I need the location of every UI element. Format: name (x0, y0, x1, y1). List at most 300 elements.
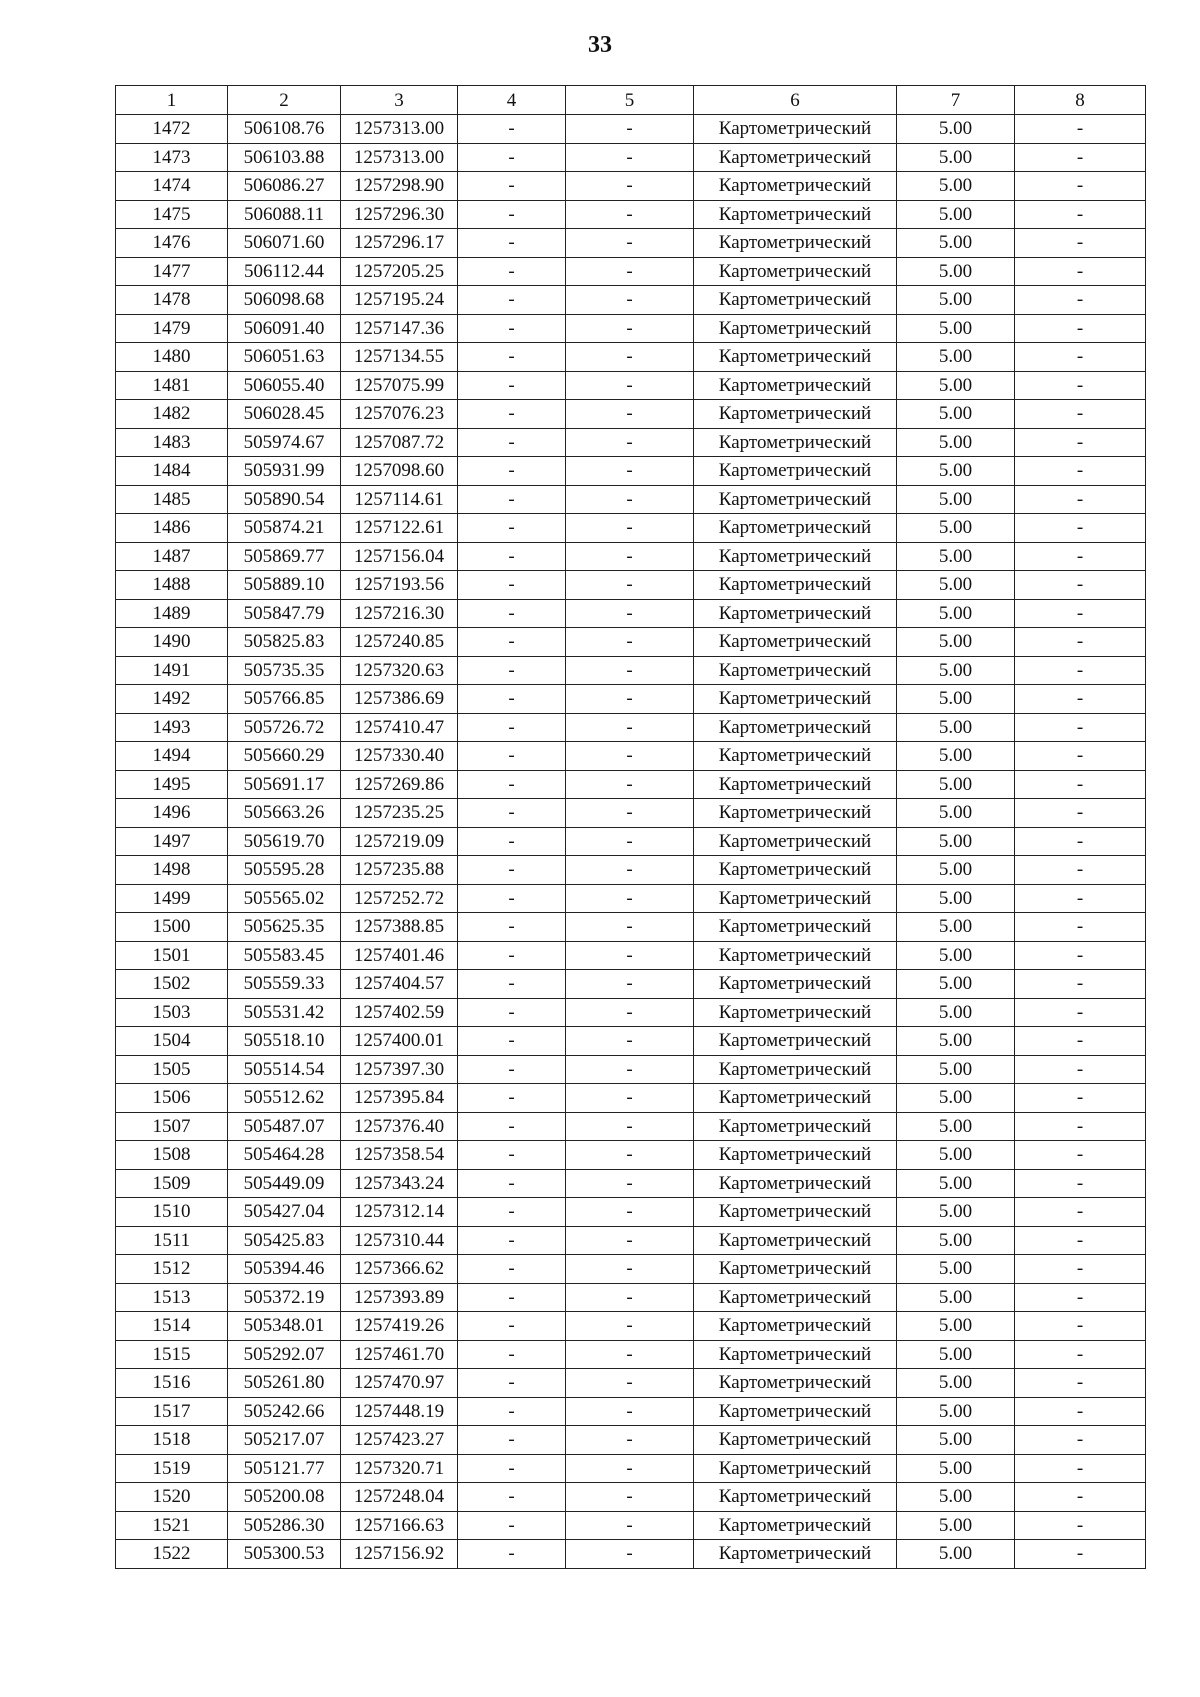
table-row (116, 770, 1146, 799)
cell-col-8: - (1015, 656, 1146, 685)
cell-coord-x: 505869.77 (228, 542, 341, 571)
cell-col-5: - (566, 1483, 694, 1512)
cell-coord-y: 1257448.19 (341, 1397, 458, 1426)
cell-col-8: - (1015, 742, 1146, 771)
cell-col-5: - (566, 799, 694, 828)
table-row (116, 1027, 1146, 1056)
cell-col-4: - (458, 1369, 566, 1398)
cell-method: Картометрический (694, 1312, 897, 1341)
cell-col-5: - (566, 343, 694, 372)
table-row (116, 571, 1146, 600)
cell-col-5: - (566, 286, 694, 315)
cell-coord-x: 505766.85 (228, 685, 341, 714)
table-row (116, 1312, 1146, 1341)
table-row (116, 1483, 1146, 1512)
cell-accuracy: 5.00 (897, 713, 1015, 742)
cell-point-number: 1501 (116, 941, 228, 970)
cell-col-5: - (566, 884, 694, 913)
cell-point-number: 1486 (116, 514, 228, 543)
table-row (116, 941, 1146, 970)
cell-col-5: - (566, 941, 694, 970)
cell-accuracy: 5.00 (897, 1084, 1015, 1113)
cell-coord-y: 1257296.30 (341, 200, 458, 229)
table-row (116, 827, 1146, 856)
cell-accuracy: 5.00 (897, 799, 1015, 828)
cell-point-number: 1487 (116, 542, 228, 571)
cell-accuracy: 5.00 (897, 1112, 1015, 1141)
cell-accuracy: 5.00 (897, 1454, 1015, 1483)
table-header-row (116, 86, 1146, 115)
cell-accuracy: 5.00 (897, 1283, 1015, 1312)
table-row (116, 628, 1146, 657)
cell-method: Картометрический (694, 827, 897, 856)
table-row (116, 1540, 1146, 1569)
cell-point-number: 1511 (116, 1226, 228, 1255)
cell-col-8: - (1015, 1198, 1146, 1227)
cell-coord-y: 1257358.54 (341, 1141, 458, 1170)
cell-coord-x: 505200.08 (228, 1483, 341, 1512)
table-row (116, 400, 1146, 429)
cell-col-4: - (458, 656, 566, 685)
cell-point-number: 1472 (116, 115, 228, 144)
cell-coord-x: 506088.11 (228, 200, 341, 229)
cell-method: Картометрический (694, 428, 897, 457)
cell-col-4: - (458, 571, 566, 600)
cell-accuracy: 5.00 (897, 628, 1015, 657)
cell-accuracy: 5.00 (897, 1340, 1015, 1369)
cell-coord-x: 505726.72 (228, 713, 341, 742)
cell-method: Картометрический (694, 229, 897, 258)
cell-method: Картометрический (694, 1511, 897, 1540)
cell-accuracy: 5.00 (897, 571, 1015, 600)
cell-coord-x: 505595.28 (228, 856, 341, 885)
cell-col-8: - (1015, 1027, 1146, 1056)
cell-col-4: - (458, 1397, 566, 1426)
cell-accuracy: 5.00 (897, 913, 1015, 942)
cell-coord-y: 1257461.70 (341, 1340, 458, 1369)
cell-coord-y: 1257320.63 (341, 656, 458, 685)
cell-point-number: 1509 (116, 1169, 228, 1198)
cell-method: Картометрический (694, 200, 897, 229)
cell-coord-x: 506071.60 (228, 229, 341, 258)
cell-coord-x: 505565.02 (228, 884, 341, 913)
cell-accuracy: 5.00 (897, 172, 1015, 201)
cell-col-4: - (458, 1169, 566, 1198)
cell-method: Картометрический (694, 1141, 897, 1170)
cell-col-5: - (566, 571, 694, 600)
cell-col-8: - (1015, 599, 1146, 628)
cell-method: Картометрический (694, 457, 897, 486)
table-row (116, 1255, 1146, 1284)
cell-accuracy: 5.00 (897, 200, 1015, 229)
cell-accuracy: 5.00 (897, 314, 1015, 343)
cell-col-4: - (458, 998, 566, 1027)
cell-accuracy: 5.00 (897, 941, 1015, 970)
column-header-8: 8 (1015, 86, 1146, 115)
cell-col-5: - (566, 1141, 694, 1170)
cell-method: Картометрический (694, 1255, 897, 1284)
cell-col-4: - (458, 884, 566, 913)
cell-col-5: - (566, 1084, 694, 1113)
cell-point-number: 1481 (116, 371, 228, 400)
cell-col-4: - (458, 941, 566, 970)
cell-col-8: - (1015, 485, 1146, 514)
cell-coord-y: 1257098.60 (341, 457, 458, 486)
cell-col-4: - (458, 428, 566, 457)
table-row (116, 314, 1146, 343)
cell-col-5: - (566, 685, 694, 714)
table-row (116, 1340, 1146, 1369)
cell-point-number: 1499 (116, 884, 228, 913)
cell-method: Картометрический (694, 713, 897, 742)
cell-col-4: - (458, 770, 566, 799)
cell-coord-x: 505394.46 (228, 1255, 341, 1284)
cell-method: Картометрический (694, 172, 897, 201)
table-row (116, 257, 1146, 286)
cell-point-number: 1507 (116, 1112, 228, 1141)
cell-method: Картометрический (694, 1055, 897, 1084)
cell-col-8: - (1015, 286, 1146, 315)
cell-coord-y: 1257330.40 (341, 742, 458, 771)
cell-coord-y: 1257219.09 (341, 827, 458, 856)
cell-point-number: 1488 (116, 571, 228, 600)
table-row (116, 998, 1146, 1027)
cell-coord-y: 1257216.30 (341, 599, 458, 628)
cell-col-5: - (566, 827, 694, 856)
cell-col-5: - (566, 1169, 694, 1198)
cell-coord-y: 1257114.61 (341, 485, 458, 514)
cell-method: Картометрический (694, 571, 897, 600)
table-row (116, 286, 1146, 315)
cell-col-5: - (566, 770, 694, 799)
cell-method: Картометрический (694, 371, 897, 400)
cell-col-5: - (566, 485, 694, 514)
cell-col-5: - (566, 1397, 694, 1426)
cell-method: Картометрический (694, 1169, 897, 1198)
cell-point-number: 1513 (116, 1283, 228, 1312)
cell-col-8: - (1015, 856, 1146, 885)
cell-accuracy: 5.00 (897, 742, 1015, 771)
cell-point-number: 1519 (116, 1454, 228, 1483)
cell-col-5: - (566, 1312, 694, 1341)
cell-col-5: - (566, 1340, 694, 1369)
table-row (116, 799, 1146, 828)
cell-col-5: - (566, 257, 694, 286)
table-row (116, 1226, 1146, 1255)
cell-point-number: 1477 (116, 257, 228, 286)
table-row (116, 143, 1146, 172)
cell-col-8: - (1015, 1112, 1146, 1141)
cell-method: Картометрический (694, 485, 897, 514)
cell-point-number: 1502 (116, 970, 228, 999)
cell-coord-x: 506098.68 (228, 286, 341, 315)
cell-col-8: - (1015, 1397, 1146, 1426)
cell-col-5: - (566, 514, 694, 543)
cell-col-4: - (458, 1454, 566, 1483)
cell-col-5: - (566, 1369, 694, 1398)
cell-point-number: 1484 (116, 457, 228, 486)
cell-col-4: - (458, 1055, 566, 1084)
cell-coord-y: 1257310.44 (341, 1226, 458, 1255)
cell-col-4: - (458, 257, 566, 286)
table-row (116, 1283, 1146, 1312)
cell-accuracy: 5.00 (897, 286, 1015, 315)
cell-method: Картометрический (694, 1426, 897, 1455)
cell-coord-x: 505372.19 (228, 1283, 341, 1312)
table-row (116, 115, 1146, 144)
cell-col-5: - (566, 143, 694, 172)
cell-method: Картометрический (694, 742, 897, 771)
table-row (116, 1369, 1146, 1398)
cell-point-number: 1518 (116, 1426, 228, 1455)
cell-col-8: - (1015, 913, 1146, 942)
cell-point-number: 1520 (116, 1483, 228, 1512)
cell-col-5: - (566, 628, 694, 657)
cell-col-8: - (1015, 1540, 1146, 1569)
cell-coord-x: 505691.17 (228, 770, 341, 799)
cell-point-number: 1495 (116, 770, 228, 799)
cell-coord-x: 505300.53 (228, 1540, 341, 1569)
cell-accuracy: 5.00 (897, 1483, 1015, 1512)
cell-col-8: - (1015, 400, 1146, 429)
cell-coord-x: 505514.54 (228, 1055, 341, 1084)
cell-point-number: 1508 (116, 1141, 228, 1170)
cell-col-5: - (566, 457, 694, 486)
cell-col-4: - (458, 599, 566, 628)
table-row (116, 856, 1146, 885)
cell-col-8: - (1015, 998, 1146, 1027)
cell-col-8: - (1015, 713, 1146, 742)
cell-col-8: - (1015, 343, 1146, 372)
cell-accuracy: 5.00 (897, 685, 1015, 714)
table-row (116, 1055, 1146, 1084)
cell-coord-y: 1257395.84 (341, 1084, 458, 1113)
cell-coord-y: 1257235.88 (341, 856, 458, 885)
cell-coord-x: 505889.10 (228, 571, 341, 600)
cell-col-4: - (458, 343, 566, 372)
cell-coord-y: 1257248.04 (341, 1483, 458, 1512)
table-row (116, 913, 1146, 942)
cell-col-8: - (1015, 172, 1146, 201)
cell-col-4: - (458, 1198, 566, 1227)
cell-col-4: - (458, 970, 566, 999)
cell-point-number: 1522 (116, 1540, 228, 1569)
cell-col-8: - (1015, 257, 1146, 286)
column-header-4: 4 (458, 86, 566, 115)
cell-col-8: - (1015, 770, 1146, 799)
cell-col-8: - (1015, 200, 1146, 229)
cell-col-8: - (1015, 314, 1146, 343)
cell-col-8: - (1015, 970, 1146, 999)
cell-method: Картометрический (694, 856, 897, 885)
cell-col-8: - (1015, 685, 1146, 714)
cell-coord-y: 1257366.62 (341, 1255, 458, 1284)
cell-coord-x: 505261.80 (228, 1369, 341, 1398)
cell-col-4: - (458, 1426, 566, 1455)
cell-accuracy: 5.00 (897, 1397, 1015, 1426)
cell-col-5: - (566, 200, 694, 229)
cell-coord-y: 1257240.85 (341, 628, 458, 657)
table-row (116, 200, 1146, 229)
cell-method: Картометрический (694, 286, 897, 315)
cell-method: Картометрический (694, 400, 897, 429)
cell-coord-x: 505974.67 (228, 428, 341, 457)
cell-col-8: - (1015, 628, 1146, 657)
cell-point-number: 1514 (116, 1312, 228, 1341)
cell-coord-y: 1257075.99 (341, 371, 458, 400)
cell-coord-x: 505874.21 (228, 514, 341, 543)
cell-method: Картометрический (694, 1283, 897, 1312)
cell-col-4: - (458, 827, 566, 856)
cell-col-4: - (458, 856, 566, 885)
cell-method: Картометрический (694, 941, 897, 970)
cell-point-number: 1510 (116, 1198, 228, 1227)
cell-accuracy: 5.00 (897, 1426, 1015, 1455)
table-row (116, 599, 1146, 628)
cell-col-4: - (458, 485, 566, 514)
cell-col-5: - (566, 115, 694, 144)
cell-col-4: - (458, 514, 566, 543)
cell-coord-y: 1257195.24 (341, 286, 458, 315)
cell-accuracy: 5.00 (897, 1312, 1015, 1341)
cell-col-5: - (566, 400, 694, 429)
cell-coord-y: 1257252.72 (341, 884, 458, 913)
cell-point-number: 1492 (116, 685, 228, 714)
cell-col-8: - (1015, 1255, 1146, 1284)
cell-col-4: - (458, 742, 566, 771)
cell-coord-x: 505825.83 (228, 628, 341, 657)
cell-coord-y: 1257235.25 (341, 799, 458, 828)
cell-col-4: - (458, 172, 566, 201)
cell-method: Картометрический (694, 1027, 897, 1056)
cell-coord-y: 1257393.89 (341, 1283, 458, 1312)
cell-coord-x: 506103.88 (228, 143, 341, 172)
cell-col-8: - (1015, 571, 1146, 600)
cell-point-number: 1515 (116, 1340, 228, 1369)
cell-col-5: - (566, 229, 694, 258)
cell-point-number: 1478 (116, 286, 228, 315)
cell-coord-y: 1257193.56 (341, 571, 458, 600)
cell-point-number: 1512 (116, 1255, 228, 1284)
cell-col-8: - (1015, 1454, 1146, 1483)
table-row (116, 457, 1146, 486)
cell-coord-x: 505559.33 (228, 970, 341, 999)
table-row (116, 1141, 1146, 1170)
cell-accuracy: 5.00 (897, 400, 1015, 429)
table-row (116, 1397, 1146, 1426)
cell-accuracy: 5.00 (897, 656, 1015, 685)
cell-accuracy: 5.00 (897, 542, 1015, 571)
cell-coord-y: 1257205.25 (341, 257, 458, 286)
cell-coord-x: 505660.29 (228, 742, 341, 771)
cell-col-5: - (566, 542, 694, 571)
cell-col-4: - (458, 314, 566, 343)
coordinates-table (115, 85, 1146, 1569)
cell-coord-y: 1257410.47 (341, 713, 458, 742)
cell-method: Картометрический (694, 1369, 897, 1398)
cell-coord-x: 506028.45 (228, 400, 341, 429)
cell-accuracy: 5.00 (897, 428, 1015, 457)
cell-coord-y: 1257388.85 (341, 913, 458, 942)
cell-coord-x: 505583.45 (228, 941, 341, 970)
cell-col-4: - (458, 371, 566, 400)
cell-col-4: - (458, 913, 566, 942)
cell-coord-x: 505518.10 (228, 1027, 341, 1056)
cell-accuracy: 5.00 (897, 1055, 1015, 1084)
cell-col-8: - (1015, 799, 1146, 828)
cell-col-8: - (1015, 1483, 1146, 1512)
cell-coord-x: 505217.07 (228, 1426, 341, 1455)
cell-col-4: - (458, 628, 566, 657)
cell-point-number: 1500 (116, 913, 228, 942)
cell-coord-x: 505625.35 (228, 913, 341, 942)
cell-col-4: - (458, 143, 566, 172)
cell-col-5: - (566, 1112, 694, 1141)
cell-coord-y: 1257400.01 (341, 1027, 458, 1056)
page-number: 33 (588, 32, 612, 58)
table-row (116, 1084, 1146, 1113)
cell-coord-y: 1257134.55 (341, 343, 458, 372)
cell-col-5: - (566, 998, 694, 1027)
cell-col-5: - (566, 599, 694, 628)
cell-accuracy: 5.00 (897, 1540, 1015, 1569)
cell-point-number: 1506 (116, 1084, 228, 1113)
cell-point-number: 1517 (116, 1397, 228, 1426)
cell-coord-x: 505890.54 (228, 485, 341, 514)
cell-coord-x: 506051.63 (228, 343, 341, 372)
cell-coord-y: 1257343.24 (341, 1169, 458, 1198)
cell-col-8: - (1015, 514, 1146, 543)
cell-accuracy: 5.00 (897, 1169, 1015, 1198)
cell-col-4: - (458, 1226, 566, 1255)
cell-col-8: - (1015, 1312, 1146, 1341)
cell-coord-x: 505242.66 (228, 1397, 341, 1426)
cell-coord-x: 505348.01 (228, 1312, 341, 1341)
cell-col-4: - (458, 400, 566, 429)
cell-col-5: - (566, 742, 694, 771)
cell-method: Картометрический (694, 314, 897, 343)
cell-coord-x: 505427.04 (228, 1198, 341, 1227)
cell-point-number: 1516 (116, 1369, 228, 1398)
table-row (116, 742, 1146, 771)
cell-coord-y: 1257313.00 (341, 115, 458, 144)
cell-col-4: - (458, 1312, 566, 1341)
cell-coord-x: 505512.62 (228, 1084, 341, 1113)
cell-method: Картометрический (694, 1540, 897, 1569)
cell-method: Картометрический (694, 913, 897, 942)
cell-col-4: - (458, 799, 566, 828)
cell-col-8: - (1015, 457, 1146, 486)
cell-coord-y: 1257423.27 (341, 1426, 458, 1455)
cell-col-8: - (1015, 1426, 1146, 1455)
cell-col-4: - (458, 1255, 566, 1284)
cell-coord-y: 1257087.72 (341, 428, 458, 457)
table-row (116, 1169, 1146, 1198)
cell-point-number: 1480 (116, 343, 228, 372)
cell-coord-y: 1257122.61 (341, 514, 458, 543)
cell-method: Картометрический (694, 1397, 897, 1426)
cell-coord-x: 505464.28 (228, 1141, 341, 1170)
cell-accuracy: 5.00 (897, 1027, 1015, 1056)
cell-method: Картометрический (694, 998, 897, 1027)
cell-point-number: 1503 (116, 998, 228, 1027)
cell-point-number: 1489 (116, 599, 228, 628)
cell-coord-y: 1257156.04 (341, 542, 458, 571)
cell-col-8: - (1015, 1283, 1146, 1312)
cell-col-5: - (566, 371, 694, 400)
table-row (116, 1511, 1146, 1540)
column-header-2: 2 (228, 86, 341, 115)
